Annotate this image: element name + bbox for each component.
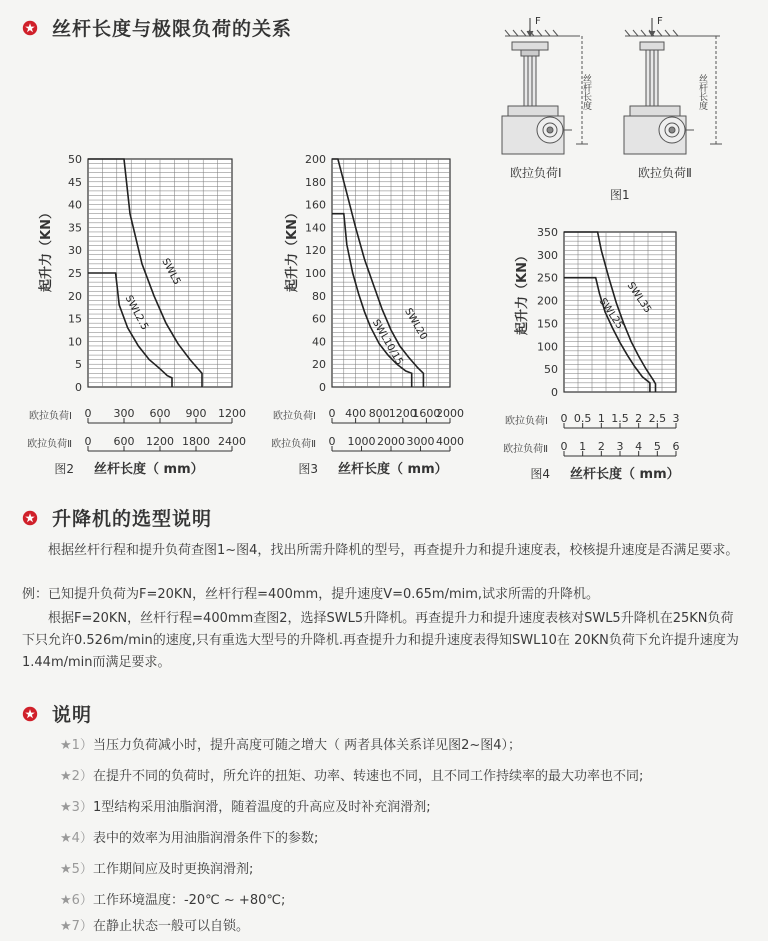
x-axis-row-label: 欧拉负荷Ⅱ	[271, 439, 316, 450]
y-tick-label: 60	[312, 312, 326, 326]
x-tick-label: 2	[635, 412, 643, 425]
series-label: SWL2.5	[122, 293, 150, 333]
x-tick-label: 2000	[436, 407, 464, 420]
y-tick-label: 300	[537, 248, 558, 262]
section-title-text: 说明	[52, 704, 93, 726]
y-tick-label: 35	[68, 221, 82, 235]
y-tick-label: 45	[68, 175, 82, 189]
x-tick-label: 6	[672, 440, 680, 453]
y-tick-label: 100	[537, 340, 558, 354]
y-tick-label: 0	[319, 381, 326, 394]
series-label: SWL5	[159, 256, 183, 287]
x-axis-label: 丝杆长度（ mm）	[570, 467, 680, 480]
y-tick-label: 180	[305, 175, 326, 189]
caption-euler2: 欧拉负荷Ⅱ	[638, 166, 692, 180]
section-title-relation	[22, 14, 292, 41]
y-tick-label: 50	[544, 363, 558, 377]
series-label: SWL25	[596, 296, 626, 332]
selection-example: 例：已知提升负荷为F=20KN，丝杆行程=400mm，提升速度V=0.65m/mim,试求所需的升降机。	[22, 587, 600, 602]
y-tick-label: 40	[312, 335, 326, 349]
figure-1	[490, 14, 765, 204]
x-tick-label: 600	[113, 435, 135, 448]
caption-euler1: 欧拉负荷Ⅰ	[510, 166, 562, 180]
force-label: F	[535, 16, 541, 27]
figure-caption: 图2	[54, 462, 74, 476]
x-tick-label: 900	[185, 407, 207, 420]
y-tick-label: 140	[305, 221, 326, 235]
y-tick-label: 20	[312, 358, 326, 372]
section-title-text: 升降机的选型说明	[52, 508, 213, 530]
force-label-2: F	[657, 16, 663, 27]
note-item: ★4）表中的效率为用油脂润滑条件下的参数;	[60, 831, 319, 846]
y-tick-label: 15	[68, 312, 82, 326]
length-label-2: 丝杆长度	[697, 74, 707, 110]
series-label: SWL20	[402, 306, 429, 342]
flower-bullet-icon	[22, 510, 38, 526]
y-tick-label: 20	[68, 289, 82, 303]
x-tick-label: 2000	[377, 435, 405, 448]
series-label: SWL35	[624, 280, 654, 316]
y-tick-label: 0	[75, 381, 82, 394]
x-tick-label: 600	[149, 407, 171, 420]
y-tick-label: 120	[305, 244, 326, 258]
y-axis-label: 起升力（KN）	[285, 206, 300, 292]
y-tick-label: 200	[305, 153, 326, 166]
x-tick-label: 0	[328, 435, 336, 448]
x-tick-label: 800	[368, 407, 390, 420]
y-tick-label: 5	[75, 358, 82, 372]
selection-paragraph-1: 根据丝杆行程和提升负荷查图1~图4，找出所需升降机的型号，再查提升力和提升速度表，校核提升速度是否满足要求。	[48, 543, 739, 558]
x-tick-label: 1000	[347, 435, 376, 448]
y-tick-label: 250	[537, 271, 558, 285]
selection-paragraph-3: 根据F=20KN，丝杆行程=400mm查图2，选择SWL5升降机。再查提升力和提升速度表核对SWL5升降机在25KN负荷下只允许0.526m/min的速度,只有重选大型号的升降机.再查提升力和提升速度表得知SWL10在 20KN负荷下允许提升速度为1.44m/min而满足要求。	[22, 611, 739, 670]
x-axis-row-label: 欧拉负荷Ⅰ	[273, 411, 316, 422]
x-tick-label: 3	[616, 440, 624, 453]
length-label-1: 丝杆长度	[581, 74, 591, 110]
x-tick-label: 0.5	[573, 412, 592, 425]
y-tick-label: 30	[68, 244, 82, 258]
chart-fig3	[262, 145, 474, 480]
y-tick-label: 150	[537, 317, 558, 331]
x-tick-label: 0	[84, 407, 92, 420]
x-axis-row-label: 欧拉负荷Ⅱ	[503, 444, 548, 455]
x-tick-label: 0	[328, 407, 336, 420]
x-axis-row-label: 欧拉负荷Ⅱ	[27, 439, 72, 450]
y-tick-label: 200	[537, 294, 558, 308]
x-tick-label: 0	[560, 412, 568, 425]
flower-bullet-icon	[22, 706, 38, 722]
note-item: ★1）当压力负荷减小时，提升高度可随之增大（ 两者具体关系详见图2~图4）；	[60, 738, 522, 753]
y-tick-label: 100	[305, 267, 326, 280]
note-item: ★2）在提升不同的负荷时，所允许的扭矩、功率、转速也不同，且不同工作持续率的最大功率也不同;	[60, 769, 644, 784]
x-tick-label: 1.5	[611, 412, 629, 425]
note-item: ★7）在静止状态一般可以自锁。	[60, 919, 249, 934]
series-label: SWL10/15	[369, 317, 405, 368]
y-axis-label: 起升力（KN）	[39, 206, 54, 292]
note-item: ★6）工作环境温度：-20℃ ~ +80℃;	[60, 893, 286, 908]
x-axis-row-label: 欧拉负荷Ⅰ	[29, 411, 72, 422]
x-tick-label: 1	[597, 412, 605, 425]
x-tick-label: 1600	[412, 407, 441, 420]
x-tick-label: 300	[113, 407, 135, 420]
section-title-notes	[22, 700, 92, 727]
y-tick-label: 160	[305, 198, 326, 212]
jack-drawing-euler2	[624, 18, 722, 154]
y-axis-label: 起升力（KN）	[515, 249, 530, 335]
x-tick-label: 2	[597, 440, 605, 453]
figure-1-caption: 图1	[610, 188, 630, 202]
jack-drawing-euler1	[502, 18, 588, 154]
y-tick-label: 50	[68, 153, 82, 166]
figure-caption: 图3	[298, 462, 318, 476]
x-tick-label: 0	[84, 435, 92, 448]
y-tick-label: 350	[537, 226, 558, 239]
y-tick-label: 40	[68, 198, 82, 212]
section-title-selection	[22, 504, 212, 531]
section-title-text: 丝杆长度与极限负荷的关系	[52, 18, 293, 40]
x-tick-label: 1200	[388, 407, 417, 420]
y-tick-label: 25	[68, 267, 82, 280]
y-tick-label: 0	[551, 386, 558, 399]
x-tick-label: 4	[635, 440, 643, 453]
x-axis-label: 丝杆长度（ mm）	[338, 462, 448, 477]
x-tick-label: 4000	[436, 435, 464, 448]
x-axis-label: 丝杆长度（ mm）	[94, 462, 204, 477]
chart-fig2	[14, 145, 254, 480]
x-tick-label: 3000	[406, 435, 435, 448]
x-tick-label: 0	[560, 440, 568, 453]
x-tick-label: 1200	[218, 407, 246, 420]
x-tick-label: 5	[653, 440, 661, 453]
x-tick-label: 1200	[146, 435, 174, 448]
x-tick-label: 1800	[182, 435, 210, 448]
flower-bullet-icon	[22, 20, 38, 36]
y-tick-label: 10	[68, 335, 82, 349]
chart-fig4	[488, 218, 750, 480]
x-tick-label: 2.5	[648, 412, 667, 425]
note-item: ★3）1型结构采用油脂润滑，随着温度的升高应及时补充润滑剂;	[60, 800, 431, 815]
note-item: ★5）工作期间应及时更换润滑剂;	[60, 862, 254, 877]
figure-caption: 图4	[530, 467, 550, 480]
x-tick-label: 1	[579, 440, 587, 453]
x-tick-label: 400	[345, 407, 367, 420]
x-tick-label: 2400	[218, 435, 246, 448]
x-tick-label: 3	[672, 412, 680, 425]
x-axis-row-label: 欧拉负荷Ⅰ	[505, 416, 548, 427]
y-tick-label: 80	[312, 289, 326, 303]
